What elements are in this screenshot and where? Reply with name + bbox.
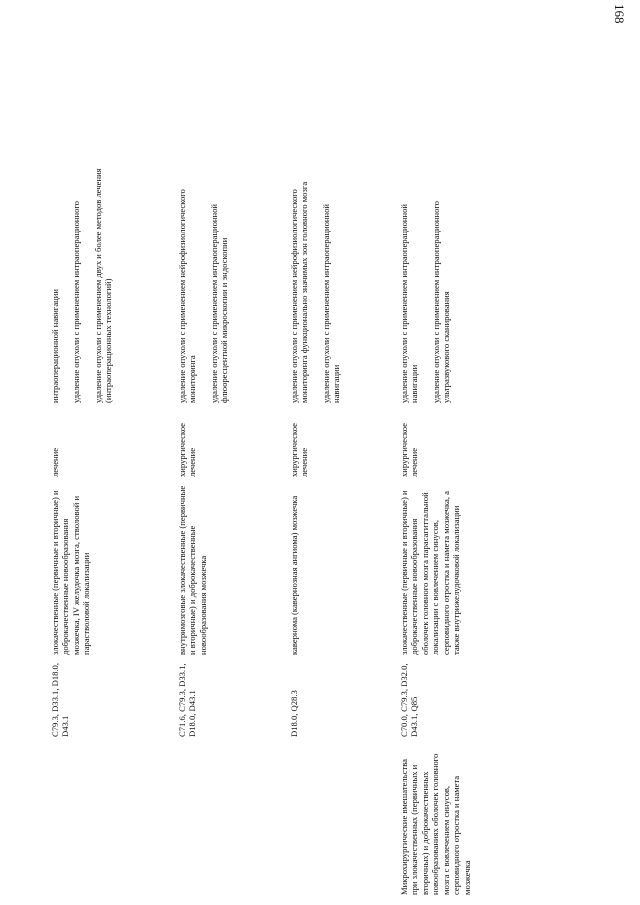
procedure-group-cell: Микрохирургические вмешательства при злокачественных (первичных и вторичных) и доброкачественных новообразованиях оболочек головного мозга с вовлечением синусов, серповидного отростка и намета мозжечка [399, 753, 472, 895]
icd-codes-cell: C79.3, D33.1, D18.0, D43.1 [50, 662, 71, 737]
method-item: удаление опухоли с применением нейрофизиологического мониторинга функционально значимых зон головного мозга [289, 181, 310, 403]
table-row [289, 155, 399, 895]
condition-cell: злокачественные (первичные и вторичные) и доброкачественные новообразования оболочек головного мозга парасагиттальной локализации с вовлечением синусов, серповидного отростка и намета мозжечка, а также внутрижелудочковой локализации [399, 490, 462, 655]
rotated-table [50, 155, 630, 895]
page-number: 168 [612, 4, 627, 24]
method-item: удаление опухоли с применением интраоперационной навигации [399, 204, 420, 403]
treatment-methods-cell [399, 158, 452, 403]
method-item: удаление опухоли с применением интраоперационного ультразвукового сканирования [430, 201, 452, 403]
condition-cell: кавернома (кавернозная ангиома) мозжечка [289, 495, 299, 655]
treatment-methods-cell [50, 158, 114, 403]
treatment-type-cell: лечение [50, 447, 60, 477]
method-item: удаление опухоли с применением интраоперационной навигации [320, 204, 342, 403]
treatment-type-cell: хирургическое лечение [289, 423, 310, 477]
method-item: удаление опухоли с применением интраоперационного [71, 201, 82, 403]
condition-cell: злокачественные (первичные и вторичные) и доброкачественные новообразования мозжечка, IV желудочка мозга, стволовой и парастволовой локализации [50, 490, 92, 655]
icd-codes-cell: C70.0, C79.3, D32.0, D43.1, Q85 [399, 663, 420, 737]
treatment-methods-cell [289, 158, 342, 403]
table-row [399, 155, 623, 895]
icd-codes-cell: C71.6, C79.3, D33.1, D18.0, D43.1 [177, 663, 198, 737]
treatment-methods-cell [177, 158, 230, 403]
icd-codes-cell: D18.0, Q28.3 [289, 690, 299, 737]
treatment-type-cell: хирургическое лечение [177, 423, 198, 477]
treatment-type-cell: хирургическое лечение [399, 423, 420, 477]
method-item: удаление опухоли с применением интраоперационной флюоресцентной микроскопии и эндоскопии [208, 204, 230, 403]
condition-cell: внутримозговые злокачественные (первичные и вторичные) и доброкачественные новообразования мозжечка [177, 485, 208, 655]
method-item: удаление опухоли с применением двух и более методов лечения (интраоперационных технологий) [92, 168, 114, 403]
method-item: интраоперационной навигации [50, 289, 60, 403]
table-row [50, 155, 177, 895]
method-item: удаление опухоли с применением нейрофизиологического мониторинга [177, 189, 198, 403]
table-row [177, 155, 289, 895]
